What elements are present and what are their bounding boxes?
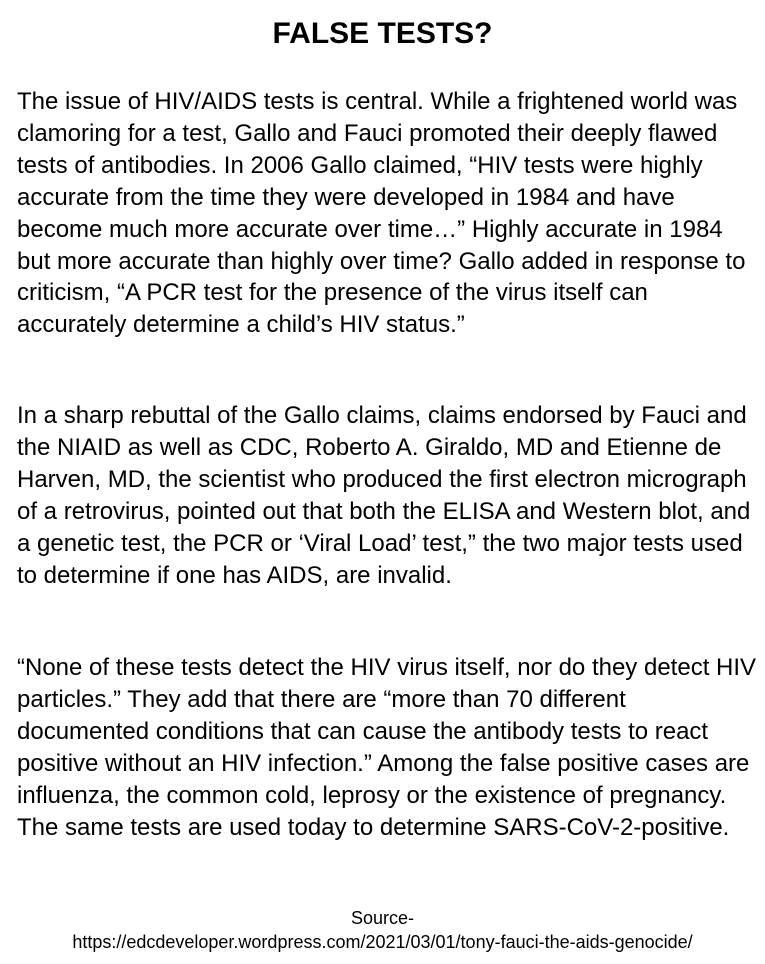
paragraph-3: “None of these tests detect the HIV virus itself, nor do they detect HIV particles.” They add that there are “more than 70 different documented conditions that can cause the antibody tests to react positive without an HIV infection.” Among the false positive cases are influenza, the common cold, leprosy or the existence of pregnancy. The same tests are used today to determine SARS-CoV-2-positive.	[17, 654, 757, 841]
source-label: Source-	[350, 908, 415, 928]
paragraph-1: The issue of HIV/AIDS tests is central. While a frightened world was clamoring for a test, Gallo and Fauci promoted their deeply flawed tests of antibodies. In 2006 Gallo claimed, “HIV tests were highly accurate from the time they were developed in 1984 and have become much more accurate over time…” Highly accurate in 1984 but more accurate than highly over time? Gallo added in response to criticism, “A PCR test for the presence of the virus itself can accurately determine a child’s HIV status.”	[17, 88, 746, 339]
page-title: FALSE TESTS?	[272, 17, 493, 50]
paragraph-2: In a sharp rebuttal of the Gallo claims, claims endorsed by Fauci and the NIAID as well as CDC, Roberto A. Giraldo, MD and Etienne de Harven, MD, the scientist who produced the first electron micrograph of a retrovirus, pointed out that both the ELISA and Western blot, and a genetic test, the PCR or ‘Viral Load’ test,” the two major tests used to determine if one has AIDS, are invalid.	[17, 402, 751, 589]
source-url: https://edcdeveloper.wordpress.com/2021/03/01/tony-fauci-the-aids-genocide/	[72, 932, 693, 952]
source-citation	[0, 906, 765, 954]
